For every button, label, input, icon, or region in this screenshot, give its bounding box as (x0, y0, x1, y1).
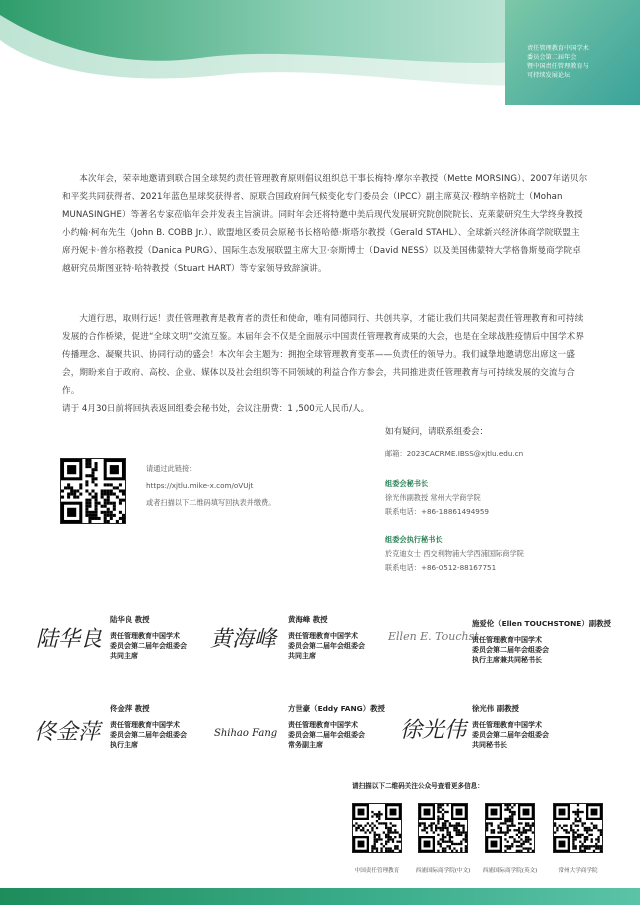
intro-paragraph-1 (62, 170, 588, 278)
badge-line: 可持续发展论坛 (527, 72, 571, 79)
registration-qr-code[interactable] (60, 458, 126, 524)
qr-caption: 西浦国际商学院(中文) (415, 868, 471, 874)
signatory-role: 执行主席 (110, 741, 138, 749)
signatory-block (288, 614, 365, 661)
signatory-role: 责任管理教育中国学术 (288, 632, 358, 640)
signatory-block (110, 614, 187, 661)
paragraph-text: 大道行思，取则行远！责任管理教育是教育者的责任和使命，唯有同德同行、共创共享，才能让我们共同架起责任管理教育和可持续发展的合作桥梁，促进“全球文明”交流互鉴。本届年会不仅是全面展示中国责任管理教育成果的大会，也是在全球战胜疫情后中国学术界传播理念、凝聚共识、协同行动的盛会！本次年会主题为：拥抱全球管理教育变革——负责任的领导力。我们诚挚地邀请您出席这一盛会，期盼来自于政府、高校、企业、媒体以及社会组织等不同领域的利益合作方参会，共同推进责任管理教育与可持续发展的交流与合作。 (62, 314, 585, 396)
signatory-name: 施爱伦（Ellen TOUCHSTONE）副教授 (472, 619, 611, 628)
qr-pattern (353, 804, 401, 852)
exec-secretary-name: 於克迪女士 西交利物浦大学西浦国际商学院 (385, 549, 524, 558)
signatory-role: 责任管理教育中国学术 (472, 721, 542, 729)
signatory-block (110, 703, 187, 750)
signatory-role: 委员会第二届年会组委会 (288, 642, 365, 650)
signatory-role: 委员会第二届年会组委会 (288, 731, 365, 739)
signatory-name: 陆华良 教授 (110, 615, 150, 624)
signatory-role: 委员会第二届年会组委会 (472, 646, 549, 654)
registration-link[interactable]: https://xjtlu.mike-x.com/oVUjt (146, 481, 254, 490)
signature-image: Shihao Fang (214, 728, 278, 739)
qr-pattern (554, 804, 602, 852)
wechat-qr-code[interactable] (418, 803, 468, 853)
contact-email[interactable]: 邮箱：2023CACRME.IBSS@xjtlu.edu.cn (385, 449, 524, 458)
signatory-role: 共同主席 (288, 652, 316, 660)
exec-secretary-heading: 组委会执行秘书长 (385, 535, 443, 544)
signatory-role: 共同主席 (110, 652, 138, 660)
contact-title: 如有疑问，请联系组委会： (385, 427, 489, 437)
signatory-role: 责任管理教育中国学术 (288, 721, 358, 729)
badge-line: 暨中国责任管理教育与 (527, 63, 589, 70)
signature-image: 佟金萍 (34, 720, 101, 745)
wechat-qr-code[interactable] (352, 803, 402, 853)
qr-caption: 中国责任管理教育 (354, 868, 400, 874)
signatory-role: 责任管理教育中国学术 (110, 721, 180, 729)
signature-image: 陆华良 (36, 627, 103, 652)
contact-block (385, 425, 615, 575)
paragraph-text: 本次年会，荣幸地邀请到联合国全球契约责任管理教育原则倡议组织总干事长梅特·摩尔辛教授（Mette MORSING）、2007年诺贝尔和平奖共同获得者、2021年蓝色星球奖获得者、原联合国政府间气候变化专门委员会（IPCC）副主席莫汉·穆纳辛格院士（Mohan MUNASINGHE）等著名专家莅临年会并发表主旨演讲。同时年会还将特邀中美后现代发展研究院创院院长、克莱蒙研究生大学终身教授小约翰·柯布先生（John B. COBB Jr.）、欧盟地区委员会原秘书长格哈德·斯塔尔教授（Gerald STAHL）、全球新兴经济体商学院联盟主席丹妮卡·普尔格教授（Danica PURG）、国际生态发展联盟主席大卫·奈斯博士（David NESS）以及美国佛蒙特大学格鲁斯曼商学院卓越研究员斯图亚特·哈特教授（Stuart HART）等专家领导致辞演讲。 (62, 174, 588, 274)
wechat-qr-code[interactable] (553, 803, 603, 853)
footer-scan-title: 请扫描以下二维码关注公众号查看更多信息： (352, 782, 484, 790)
registration-info (146, 462, 275, 510)
footer-color-bar (0, 888, 640, 905)
signatory-role: 委员会第二届年会组委会 (110, 731, 187, 739)
badge-line: 责任管理教育中国学术 (527, 45, 589, 52)
signatory-role: 共同秘书长 (472, 741, 507, 749)
intro-paragraph-2 (62, 310, 588, 400)
registration-note: 或者扫描以下二维码填写回执表并缴费。 (146, 498, 276, 507)
signature-image: Ellen E. Touchst (388, 630, 479, 643)
signatory-role: 常务副主席 (288, 741, 323, 749)
signatory-name: 徐光伟 副教授 (472, 704, 519, 713)
signatory-block (288, 703, 385, 750)
signatory-role: 委员会第二届年会组委会 (472, 731, 549, 739)
qr-caption: 西浦国际商学院(英文) (482, 868, 538, 874)
secretary-name: 徐光伟副教授 常州大学商学院 (385, 493, 481, 502)
signatory-role: 委员会第二届年会组委会 (110, 642, 187, 650)
signatory-role: 执行主席兼共同秘书长 (472, 656, 542, 664)
signatory-block (472, 618, 611, 665)
secretary-heading: 组委会秘书长 (385, 479, 429, 488)
signatory-name: 黄海峰 教授 (288, 615, 328, 624)
signatory-name: 佟金萍 教授 (110, 704, 150, 713)
deadline-note: 请于 4月30日前将回执表返回组委会秘书处，会议注册费：1 ,500元人民币/人。 (62, 404, 370, 414)
signatory-role: 责任管理教育中国学术 (110, 632, 180, 640)
registration-prompt: 请通过此链接： (146, 464, 197, 473)
event-badge (505, 0, 640, 105)
qr-pattern (419, 804, 467, 852)
qr-pattern (486, 804, 534, 852)
qr-pattern (61, 459, 125, 523)
signatory-name: 方世豪（Eddy FANG）教授 (288, 704, 385, 713)
exec-secretary-phone: 联系电话：+86-0512-88167751 (385, 563, 497, 572)
qr-caption: 常州大学商学院 (558, 868, 598, 874)
signatory-role: 责任管理教育中国学术 (472, 636, 542, 644)
secretary-phone: 联系电话：+86-18861494959 (385, 507, 490, 516)
badge-line: 委员会第二届年会 (527, 54, 577, 61)
signatory-block (472, 703, 549, 750)
signature-image: 黄海峰 (210, 627, 277, 652)
wechat-qr-code[interactable] (485, 803, 535, 853)
signature-image: 徐光伟 (400, 718, 467, 743)
